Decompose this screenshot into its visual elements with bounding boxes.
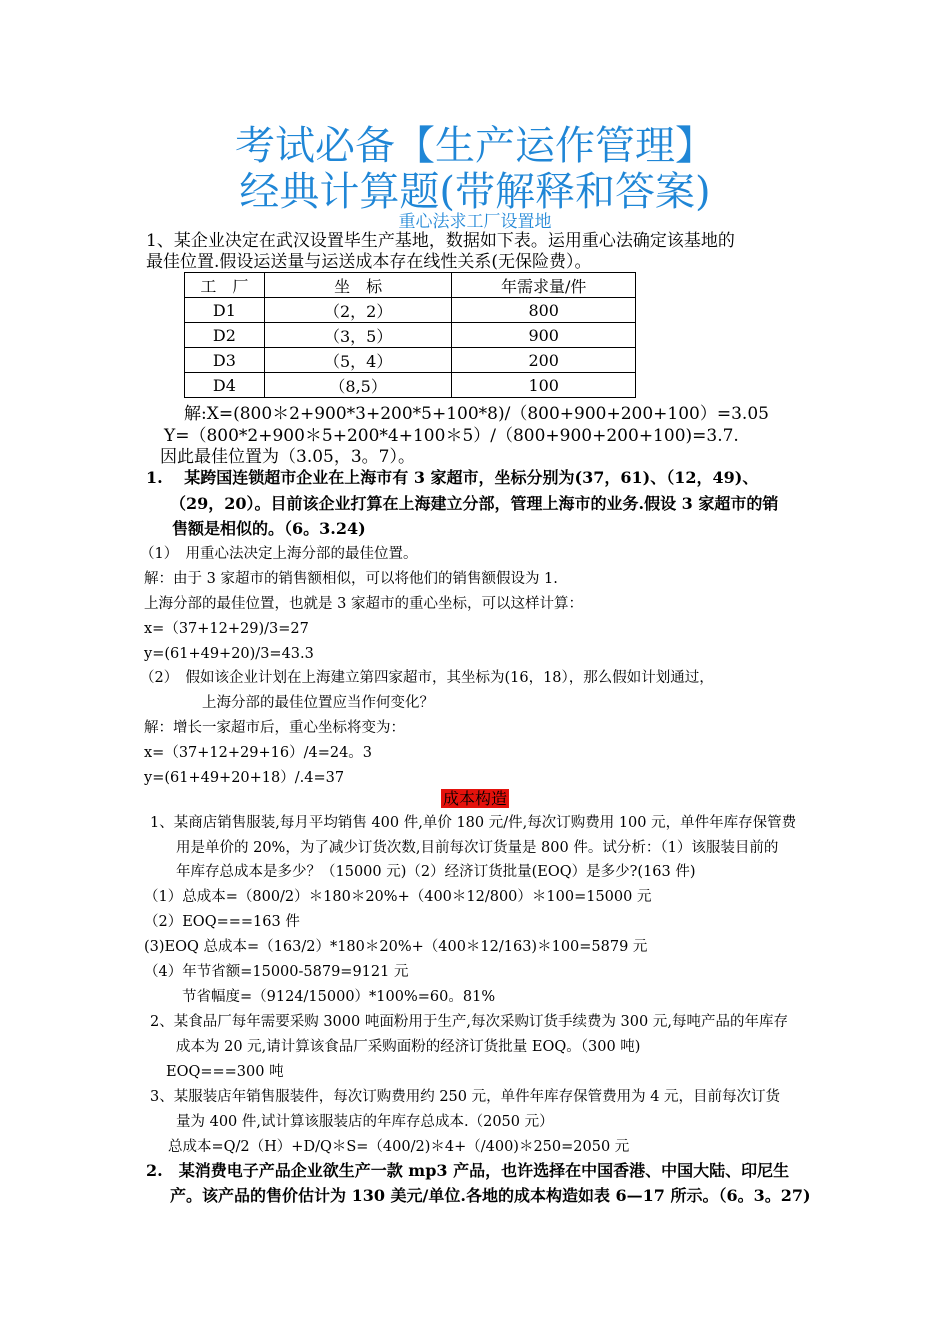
q2-part-2-line-1: （2） 假如该企业计划在上海建立第四家超市，其坐标为(16，18），那么假如计划通过，	[140, 670, 714, 686]
header-factory: 工 厂	[185, 273, 265, 298]
cell-coordinates: （3，5）	[264, 323, 452, 348]
c1-answer-5: 节省幅度=（9124/15000）*100%=60。81%	[182, 989, 496, 1005]
c1-text-line-3: 年库存总成本是多少？（15000 元)（2）经济订货批量(EOQ）是多少?(163 件)	[176, 864, 696, 880]
q2-part-1: （1） 用重心法决定上海分部的最佳位置。	[140, 546, 418, 562]
c2-answer: EOQ===300 吨	[166, 1064, 284, 1080]
c1-answer-4: （4）年节省额=15000-5879=9121 元	[144, 964, 409, 980]
q2-text-line-1: 1. 某跨国连锁超市企业在上海市有 3 家超市，坐标分别为(37，61)、（12，49)、	[146, 468, 759, 487]
c1-text-line-1: 1、某商店销售服装,每月平均销售 400 件,单价 180 元/件,每次订购费用 100 元，单件年库存保管费	[150, 815, 797, 831]
c3-text-line-2: 量为 400 件,试计算该服装店的年库存总成本.（2050 元）	[176, 1114, 554, 1130]
q2-solution-1: 解：由于 3 家超市的销售额相似，可以将他们的销售额假设为 1.	[144, 571, 558, 587]
c1-answer-1: （1）总成本=（800/2）＊180＊20%+（400＊12/800）＊100=15000 元	[144, 889, 652, 905]
cell-demand: 100	[452, 373, 636, 398]
q1-solution-x: 解:X=(800＊2+900*3+200*5+100*8)/（800+900+200+100）=3.05	[184, 404, 769, 424]
q2-solution-x2: x=（37+12+29+16）/4=24。3	[144, 745, 373, 761]
q3-text-line-2: 产。该产品的售价估计为 130 美元/单位.各地的成本构造如表 6—17 所示。（6。3。27)	[170, 1186, 811, 1205]
q2-text-line-3: 售额是相似的。（6。3.24)	[172, 519, 366, 538]
c1-answer-3: (3)EOQ 总成本=（163/2）*180＊20%+（400＊12/163)＊100=5879 元	[144, 939, 648, 955]
cell-factory: D1	[185, 298, 265, 323]
q1-solution-y: Y=（800*2+900＊5+200*4+100＊5）/（800+900+200+100)=3.7.	[164, 426, 739, 446]
c3-text-line-1: 3、某服装店年销售服装件，每次订购费用约 250 元，单件年库存保管费用为 4 元，目前每次订货	[150, 1089, 781, 1105]
table-row	[185, 323, 636, 348]
q1-text-line-2: 最佳位置.假设运送量与运送成本存在线性关系(无保险费）。	[146, 252, 592, 272]
factory-demand-table	[184, 272, 636, 398]
table-row	[185, 373, 636, 398]
cell-factory: D2	[185, 323, 265, 348]
q3-text-line-1: 2. 某消费电子产品企业欲生产一款 mp3 产品，也许选择在中国香港、中国大陆、印尼生	[146, 1161, 790, 1180]
cell-demand: 800	[452, 298, 636, 323]
table-header-row	[185, 273, 636, 298]
cell-demand: 200	[452, 348, 636, 373]
table-row	[185, 348, 636, 373]
cell-factory: D3	[185, 348, 265, 373]
cell-demand: 900	[452, 323, 636, 348]
c1-text-line-2: 用是单价的 20%，为了减少订货次数,目前每次订货量是 800 件。试分析：（1）该服装目前的	[176, 840, 779, 856]
document-title-line-1: 考试必备【生产运作管理】	[235, 123, 715, 169]
q2-solution-3: 解：增长一家超市后，重心坐标将变为：	[144, 720, 405, 736]
c3-answer: 总成本=Q/2（H）+D/Q＊S=（400/2)＊4+（/400)＊250=2050 元	[168, 1139, 630, 1155]
q2-solution-2: 上海分部的最佳位置，也就是 3 家超市的重心坐标，可以这样计算：	[144, 596, 583, 612]
q2-solution-y: y=(61+49+20)/3=43.3	[144, 646, 314, 662]
q2-text-line-2: （29，20）。目前该企业打算在上海建立分部，管理上海市的业务.假设 3 家超市的销	[170, 494, 779, 513]
q1-conclusion: 因此最佳位置为（3.05，3。7）。	[160, 447, 415, 467]
cell-coordinates: （8,5）	[264, 373, 452, 398]
cell-factory: D4	[185, 373, 265, 398]
header-annual-demand: 年需求量/件	[452, 273, 636, 298]
section-heading-center-of-gravity: 重心法求工厂设置地	[398, 212, 552, 232]
header-coordinates: 坐 标	[264, 273, 452, 298]
cell-coordinates: （5，4）	[264, 348, 452, 373]
cell-coordinates: （2，2）	[264, 298, 452, 323]
document-title-line-2: 经典计算题(带解释和答案)	[239, 169, 711, 215]
q2-solution-x: x=（37+12+29)/3=27	[144, 621, 309, 637]
c2-text-line-1: 2、某食品厂每年需要采购 3000 吨面粉用于生产,每次采购订货手续费为 300 元,每吨产品的年库存	[150, 1014, 788, 1030]
table-row	[185, 298, 636, 323]
q2-solution-y2: y=(61+49+20+18）/.4=37	[144, 770, 345, 786]
section-heading-cost-structure: 成本构造	[442, 789, 507, 808]
q1-text-line-1: 1、某企业决定在武汉设置毕生产基地，数据如下表。运用重心法确定该基地的	[146, 231, 735, 251]
c1-answer-2: （2）EOQ===163 件	[144, 914, 300, 930]
q2-part-2-line-2: 上海分部的最佳位置应当作何变化？	[202, 695, 434, 711]
c2-text-line-2: 成本为 20 元,请计算该食品厂采购面粉的经济订货批量 EOQ。（300 吨)	[176, 1039, 641, 1055]
